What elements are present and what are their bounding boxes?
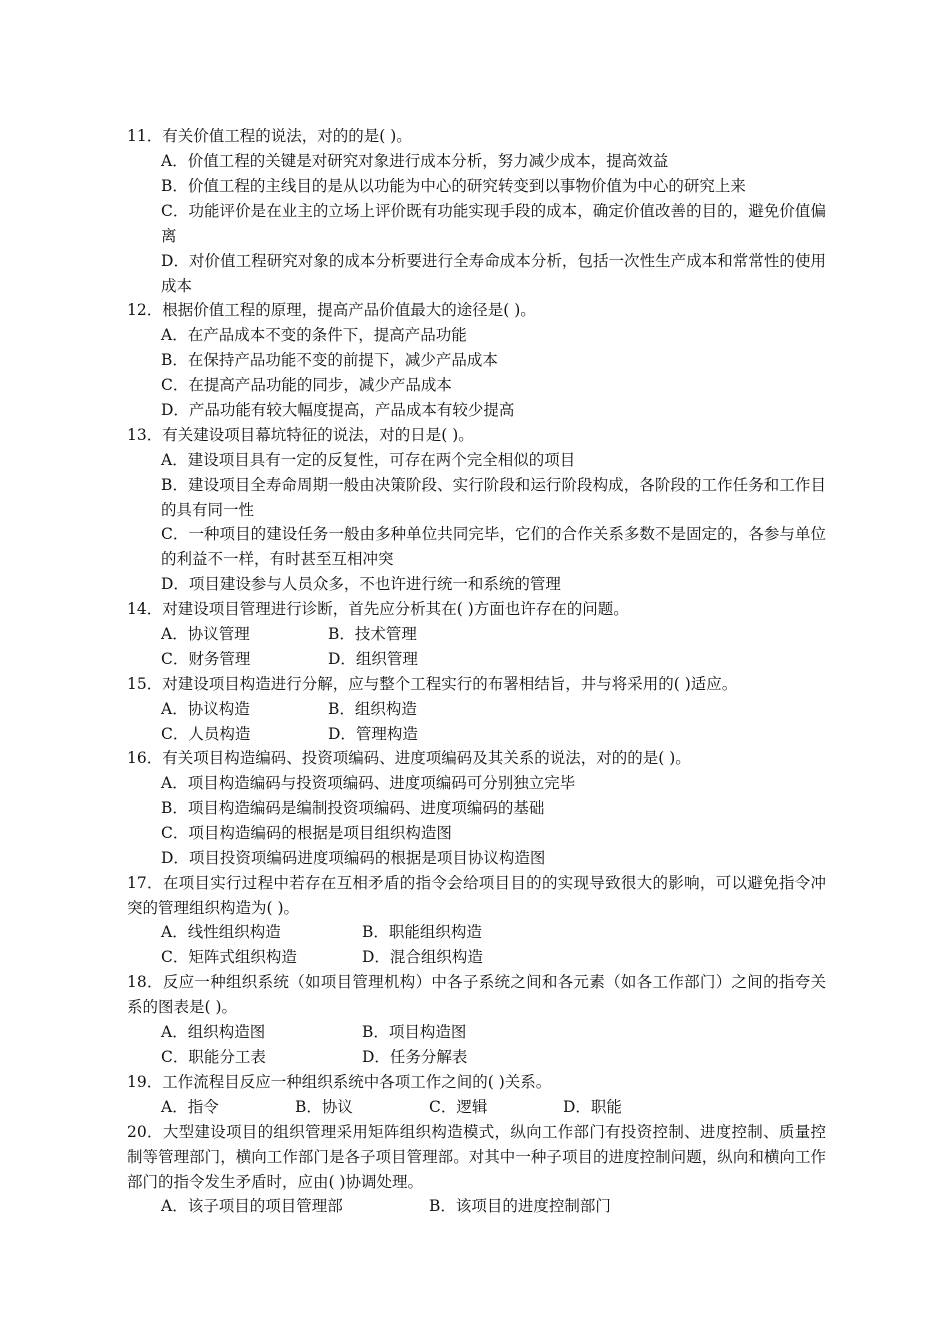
question-20-option-b: B．该项目的进度控制部门: [429, 1197, 611, 1215]
question-12-option-d: D．产品功能有较大幅度提高，产品成本有较少提高: [161, 401, 515, 419]
question-16-option-d: D．项目投资项编码进度项编码的根据是项目协议构造图: [161, 849, 546, 867]
question-15-option-a: A．协议构造: [161, 700, 250, 718]
question-20-stem: 20．大型建设项目的组织管理采用矩阵组织构造模式，纵向工作部门有投资控制、进度控制、质量控制等管理部门，横向工作部门是各子项目管理部。对其中一种子项目的进度控制问题，纵向和横向工作部门的指令发生矛盾时，应由( )协调处理。: [127, 1123, 826, 1191]
question-14-stem: 14．对建设项目管理进行诊断，首先应分析其在( )方面也许存在的问题。: [127, 600, 629, 618]
question-15-stem: 15．对建设项目构造进行分解，应与整个工程实行的布署相结旨，井与将采用的( )适应。: [127, 675, 738, 693]
question-11-option-c: C．功能评价是在业主的立场上评价既有功能实现手段的成本，确定价值改善的目的，避免价值偏离: [161, 202, 826, 245]
question-17-option-a: A．线性组织构造: [161, 923, 281, 941]
question-15-option-b: B．组织构造: [328, 700, 417, 718]
question-16-option-b: B．项目构造编码是编制投资项编码、进度项编码的基础: [161, 799, 545, 817]
question-18-option-a: A．组织构造图: [161, 1023, 266, 1041]
question-18-option-d: D．任务分解表: [362, 1048, 468, 1066]
question-18-option-c: C．职能分工表: [161, 1048, 266, 1066]
question-15-option-c: C．人员构造: [161, 725, 251, 743]
question-19-option-c: C．逻辑: [429, 1098, 488, 1116]
question-17-option-d: D．混合组织构造: [362, 948, 483, 966]
question-20-option-a: A．该子项目的项目管理部: [161, 1197, 343, 1215]
question-12-option-a: A．在产品成本不变的条件下，提高产品功能: [161, 326, 467, 344]
question-14-option-c: C．财务管理: [161, 650, 251, 668]
question-14-option-b: B．技术管理: [328, 625, 417, 643]
question-19-option-b: B．协议: [295, 1098, 353, 1116]
question-11-stem: 11．有关价值工程的说法，对的的是( )。: [127, 127, 412, 145]
question-16-option-a: A．项目构造编码与投资项编码、进度项编码可分别独立完毕: [161, 774, 576, 792]
question-17-option-c: C．矩阵式组织构造: [161, 948, 297, 966]
question-19-stem: 19．工作流程目反应一种组织系统中各项工作之间的( )关系。: [127, 1073, 552, 1091]
question-13-stem: 13．有关建设项目幕坑特征的说法，对的日是( )。: [127, 426, 474, 444]
question-12-option-c: C．在提高产品功能的同步，减少产品成本: [161, 376, 452, 394]
question-17-option-b: B．职能组织构造: [362, 923, 482, 941]
question-18-stem: 18．反应一种组织系统（如项目管理机构）中各子系统之间和各元素（如各工作部门）之间的指夸关系的图表是( )。: [127, 973, 826, 1016]
question-13-option-c: C．一种项目的建设任务一般由多种单位共同完毕，它们的合作关系多数不是固定的，各参与单位的利益不一样，有时甚至互相冲突: [161, 525, 826, 568]
question-11-option-b: B．价值工程的主线目的是从以功能为中心的研究转变到以事物价值为中心的研究上来: [161, 177, 746, 195]
question-13-option-b: B．建设项目全寿命周期一般由决策阶段、实行阶段和运行阶段构成，各阶段的工作任务和工作目的具有同一性: [161, 476, 826, 519]
question-12-stem: 12．根据价值工程的原理，提高产品价值最大的途径是( )。: [127, 301, 536, 319]
question-17-stem: 17．在项目实行过程中若存在互相矛盾的指令会给项目目的的实现导致很大的影响，可以避免指令冲突的管理组织构造为( )。: [127, 874, 826, 917]
question-19-option-a: A．指令: [161, 1098, 219, 1116]
question-13-option-d: D．项目建设参与人员众多，不也许进行统一和系统的管理: [161, 575, 561, 593]
question-14-option-a: A．协议管理: [161, 625, 250, 643]
question-15-option-d: D．管理构造: [328, 725, 418, 743]
question-13-option-a: A．建设项目具有一定的反复性，可存在两个完全相似的项目: [161, 451, 576, 469]
question-19-option-d: D．职能: [563, 1098, 622, 1116]
question-12-option-b: B．在保持产品功能不变的前提下，减少产品成本: [161, 351, 498, 369]
question-18-option-b: B．项目构造图: [362, 1023, 467, 1041]
question-14-option-d: D．组织管理: [328, 650, 418, 668]
question-16-stem: 16．有关项目构造编码、投资项编码、进度项编码及其关系的说法，对的的是( )。: [127, 749, 691, 767]
question-11-option-d: D．对价值工程研究对象的成本分析要进行全寿命成本分析，包括一次性生产成本和常常性的使用成本: [161, 252, 826, 295]
question-16-option-c: C．项目构造编码的根据是项目组织构造图: [161, 824, 452, 842]
question-11-option-a: A．价值工程的关键是对研究对象进行成本分析，努力减少成本，提高效益: [161, 152, 669, 170]
